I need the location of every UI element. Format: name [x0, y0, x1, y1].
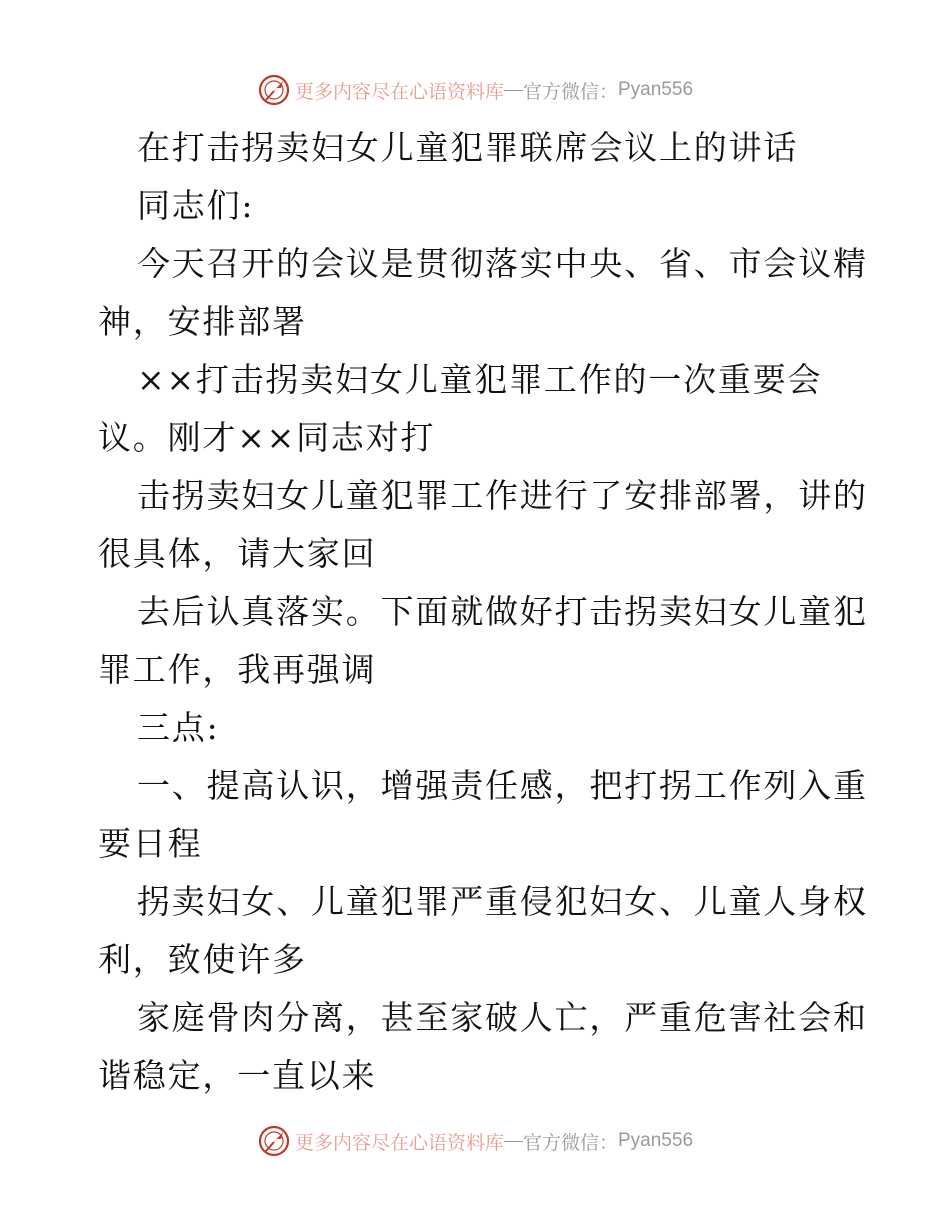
section-heading-continued: 要日程 [98, 824, 203, 863]
watermark-separator: — [503, 79, 523, 100]
paragraph-line: 拐卖妇女、儿童犯罪严重侵犯妇女、儿童人身权 [137, 882, 868, 921]
watermark-text: 更多内容尽在心语资料库 [294, 1132, 504, 1154]
watermark-label: 官方微信： [522, 1132, 618, 1154]
footer-watermark [0, 1121, 950, 1161]
watermark-account: Pyan556 [618, 79, 694, 100]
paragraph-line: 议。刚才××同志对打 [98, 418, 436, 457]
document-title: 在打击拐卖妇女儿童犯罪联席会议上的讲话 [137, 128, 799, 167]
paragraph-line: ××打击拐卖妇女儿童犯罪工作的一次重要会 [137, 360, 823, 399]
watermark-label: 官方微信： [522, 81, 618, 103]
salutation: 同志们: [137, 186, 255, 225]
paragraph-line: 今天召开的会议是贯彻落实中央、省、市会议精 [137, 244, 868, 283]
paragraph-line: 神，安排部署 [98, 302, 307, 341]
header-watermark [0, 70, 950, 110]
paragraph-line: 三点: [137, 708, 220, 747]
watermark-account: Pyan556 [618, 1130, 694, 1151]
paragraph-line: 很具体，请大家回 [98, 534, 377, 573]
watermark-separator: — [503, 1130, 523, 1151]
paragraph-line: 罪工作，我再强调 [98, 650, 377, 689]
paragraph-line: 击拐卖妇女儿童犯罪工作进行了安排部署，讲的 [137, 476, 868, 515]
quill-logo-icon [257, 73, 291, 107]
paragraph-line: 谐稳定，一直以来 [98, 1056, 377, 1095]
paragraph-line: 家庭骨肉分离，甚至家破人亡，严重危害社会和 [137, 998, 868, 1037]
watermark-text: 更多内容尽在心语资料库 [294, 81, 504, 103]
quill-logo-icon [257, 1124, 291, 1158]
section-heading: 一、提高认识，增强责任感，把打拐工作列入重 [137, 766, 868, 805]
paragraph-line: 去后认真落实。下面就做好打击拐卖妇女儿童犯 [137, 592, 868, 631]
paragraph-line: 利，致使许多 [98, 940, 307, 979]
